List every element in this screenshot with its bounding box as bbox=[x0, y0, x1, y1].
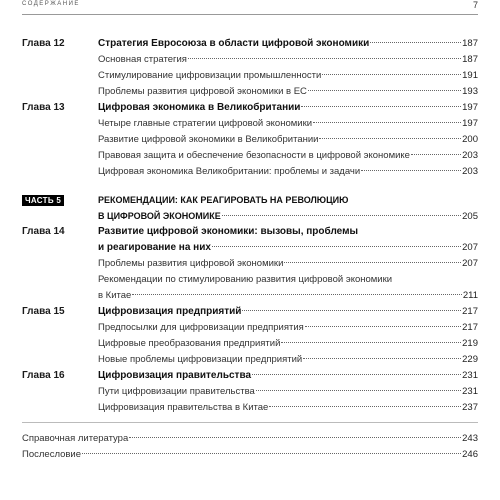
leader-dots bbox=[411, 154, 461, 155]
toc-section-row[interactable] bbox=[22, 166, 478, 182]
leader-dots bbox=[129, 437, 461, 438]
toc-chapter-row[interactable] bbox=[22, 226, 478, 242]
toc-section-row[interactable] bbox=[22, 70, 478, 86]
toc-section-row[interactable] bbox=[22, 338, 478, 354]
chapter-label: Глава 12 bbox=[22, 38, 65, 49]
page-ref: 205 bbox=[462, 211, 478, 222]
page-ref: 193 bbox=[462, 86, 478, 97]
backmatter-title: Послесловие bbox=[22, 449, 82, 460]
chapter-title-line2: и реагирование на них bbox=[98, 242, 211, 253]
leader-dots bbox=[132, 294, 462, 295]
section-title: Цифровая экономика Великобритании: проблемы и задачи bbox=[98, 166, 361, 177]
page-ref: 207 bbox=[462, 242, 478, 253]
section-title: Проблемы развития цифровой экономики bbox=[98, 258, 284, 269]
toc-section-row-continued[interactable] bbox=[22, 290, 478, 306]
toc-section-row[interactable] bbox=[22, 134, 478, 150]
page-ref: 237 bbox=[462, 402, 478, 413]
page-ref: 191 bbox=[462, 70, 478, 81]
page-number: 7 bbox=[472, 0, 478, 10]
page-ref: 217 bbox=[462, 306, 478, 317]
chapter-label: Глава 13 bbox=[22, 102, 65, 113]
section-title: Пути цифровизации правительства bbox=[98, 386, 255, 397]
toc-section-row[interactable] bbox=[22, 386, 478, 402]
backmatter-title: Справочная литература bbox=[22, 433, 129, 444]
toc-part-row-continued[interactable] bbox=[22, 210, 478, 226]
page-ref: 229 bbox=[462, 354, 478, 365]
toc-chapter-row[interactable] bbox=[22, 306, 478, 322]
chapter-title: Цифровизация правительства bbox=[98, 370, 252, 381]
page-ref: 231 bbox=[462, 370, 478, 381]
toc-section-row[interactable] bbox=[22, 150, 478, 166]
table-of-contents bbox=[22, 38, 478, 465]
leader-dots bbox=[284, 262, 461, 263]
leader-dots bbox=[370, 42, 461, 43]
section-title: Цифровые преобразования предприятий bbox=[98, 338, 281, 349]
leader-dots bbox=[252, 374, 461, 375]
page-ref: 219 bbox=[462, 338, 478, 349]
toc-section-row[interactable] bbox=[22, 54, 478, 70]
toc-section-row[interactable] bbox=[22, 354, 478, 370]
leader-dots bbox=[303, 358, 461, 359]
page-ref: 187 bbox=[462, 38, 478, 49]
leader-dots bbox=[269, 406, 461, 407]
toc-backmatter-row[interactable] bbox=[22, 449, 478, 465]
toc-chapter-row[interactable] bbox=[22, 102, 478, 118]
page-ref: 207 bbox=[462, 258, 478, 269]
leader-dots bbox=[222, 215, 461, 216]
chapter-title-line1: Развитие цифровой экономики: вызовы, проблемы bbox=[98, 226, 359, 237]
leader-dots bbox=[242, 310, 461, 311]
leader-dots bbox=[82, 453, 461, 454]
leader-dots bbox=[361, 170, 461, 171]
part-title-line1: РЕКОМЕНДАЦИИ: КАК РЕАГИРОВАТЬ НА РЕВОЛЮЦИЮ bbox=[98, 195, 349, 205]
section-title: Предпосылки для цифровизации предприятия bbox=[98, 322, 304, 333]
page-ref: 246 bbox=[462, 449, 478, 460]
leader-dots bbox=[313, 122, 461, 123]
toc-part-row[interactable] bbox=[22, 194, 478, 210]
section-title: Основная стратегия bbox=[98, 54, 187, 65]
running-title: СОДЕРЖАНИЕ bbox=[22, 1, 80, 7]
section-title: Правовая защита и обеспечение безопасности в цифровой экономике bbox=[98, 150, 410, 161]
section-title: Стимулирование цифровизации промышленности bbox=[98, 70, 322, 81]
page-ref: 217 bbox=[462, 322, 478, 333]
toc-section-row[interactable] bbox=[22, 258, 478, 274]
section-title: Цифровизация правительства в Китае bbox=[98, 402, 269, 413]
part-label-badge: ЧАСТЬ 5 bbox=[22, 195, 64, 206]
toc-section-row[interactable] bbox=[22, 274, 478, 290]
part-title-line2: В ЦИФРОВОЙ ЭКОНОМИКЕ bbox=[98, 211, 221, 221]
toc-chapter-row[interactable] bbox=[22, 38, 478, 54]
leader-dots bbox=[188, 58, 461, 59]
page-ref: 197 bbox=[462, 102, 478, 113]
leader-dots bbox=[305, 326, 461, 327]
section-title-line1: Рекомендации по стимулированию развития цифровой экономики bbox=[98, 274, 393, 285]
leader-dots bbox=[301, 106, 461, 107]
section-title-line2: в Китае bbox=[98, 290, 132, 301]
toc-section-row[interactable] bbox=[22, 322, 478, 338]
leader-dots bbox=[319, 138, 461, 139]
section-title: Проблемы развития цифровой экономики в ЕС bbox=[98, 86, 307, 97]
leader-dots bbox=[281, 342, 461, 343]
toc-chapter-row[interactable] bbox=[22, 370, 478, 386]
chapter-label: Глава 14 bbox=[22, 226, 65, 237]
toc-section-row[interactable] bbox=[22, 86, 478, 102]
toc-section-row[interactable] bbox=[22, 402, 478, 418]
page-ref: 197 bbox=[462, 118, 478, 129]
leader-dots bbox=[308, 90, 461, 91]
page-header bbox=[22, 0, 478, 15]
chapter-title: Стратегия Евросоюза в области цифровой экономики bbox=[98, 38, 370, 49]
chapter-label: Глава 15 bbox=[22, 306, 65, 317]
chapter-label: Глава 16 bbox=[22, 370, 65, 381]
toc-backmatter-row[interactable] bbox=[22, 433, 478, 449]
leader-dots bbox=[256, 390, 461, 391]
leader-dots bbox=[322, 74, 461, 75]
page-ref: 203 bbox=[462, 166, 478, 177]
page-ref: 187 bbox=[462, 54, 478, 65]
section-title: Четыре главные стратегии цифровой экономики bbox=[98, 118, 313, 129]
page-ref: 243 bbox=[462, 433, 478, 444]
page-ref: 203 bbox=[462, 150, 478, 161]
leader-dots bbox=[212, 246, 461, 247]
chapter-title: Цифровая экономика в Великобритании bbox=[98, 102, 301, 113]
section-divider bbox=[22, 422, 478, 423]
toc-section-row[interactable] bbox=[22, 118, 478, 134]
section-title: Развитие цифровой экономики в Великобритании bbox=[98, 134, 319, 145]
toc-chapter-row-continued[interactable] bbox=[22, 242, 478, 258]
chapter-title: Цифровизация предприятий bbox=[98, 306, 242, 317]
page-ref: 231 bbox=[462, 386, 478, 397]
section-title: Новые проблемы цифровизации предприятий bbox=[98, 354, 303, 365]
page-ref: 200 bbox=[462, 134, 478, 145]
page-ref: 211 bbox=[462, 290, 478, 301]
